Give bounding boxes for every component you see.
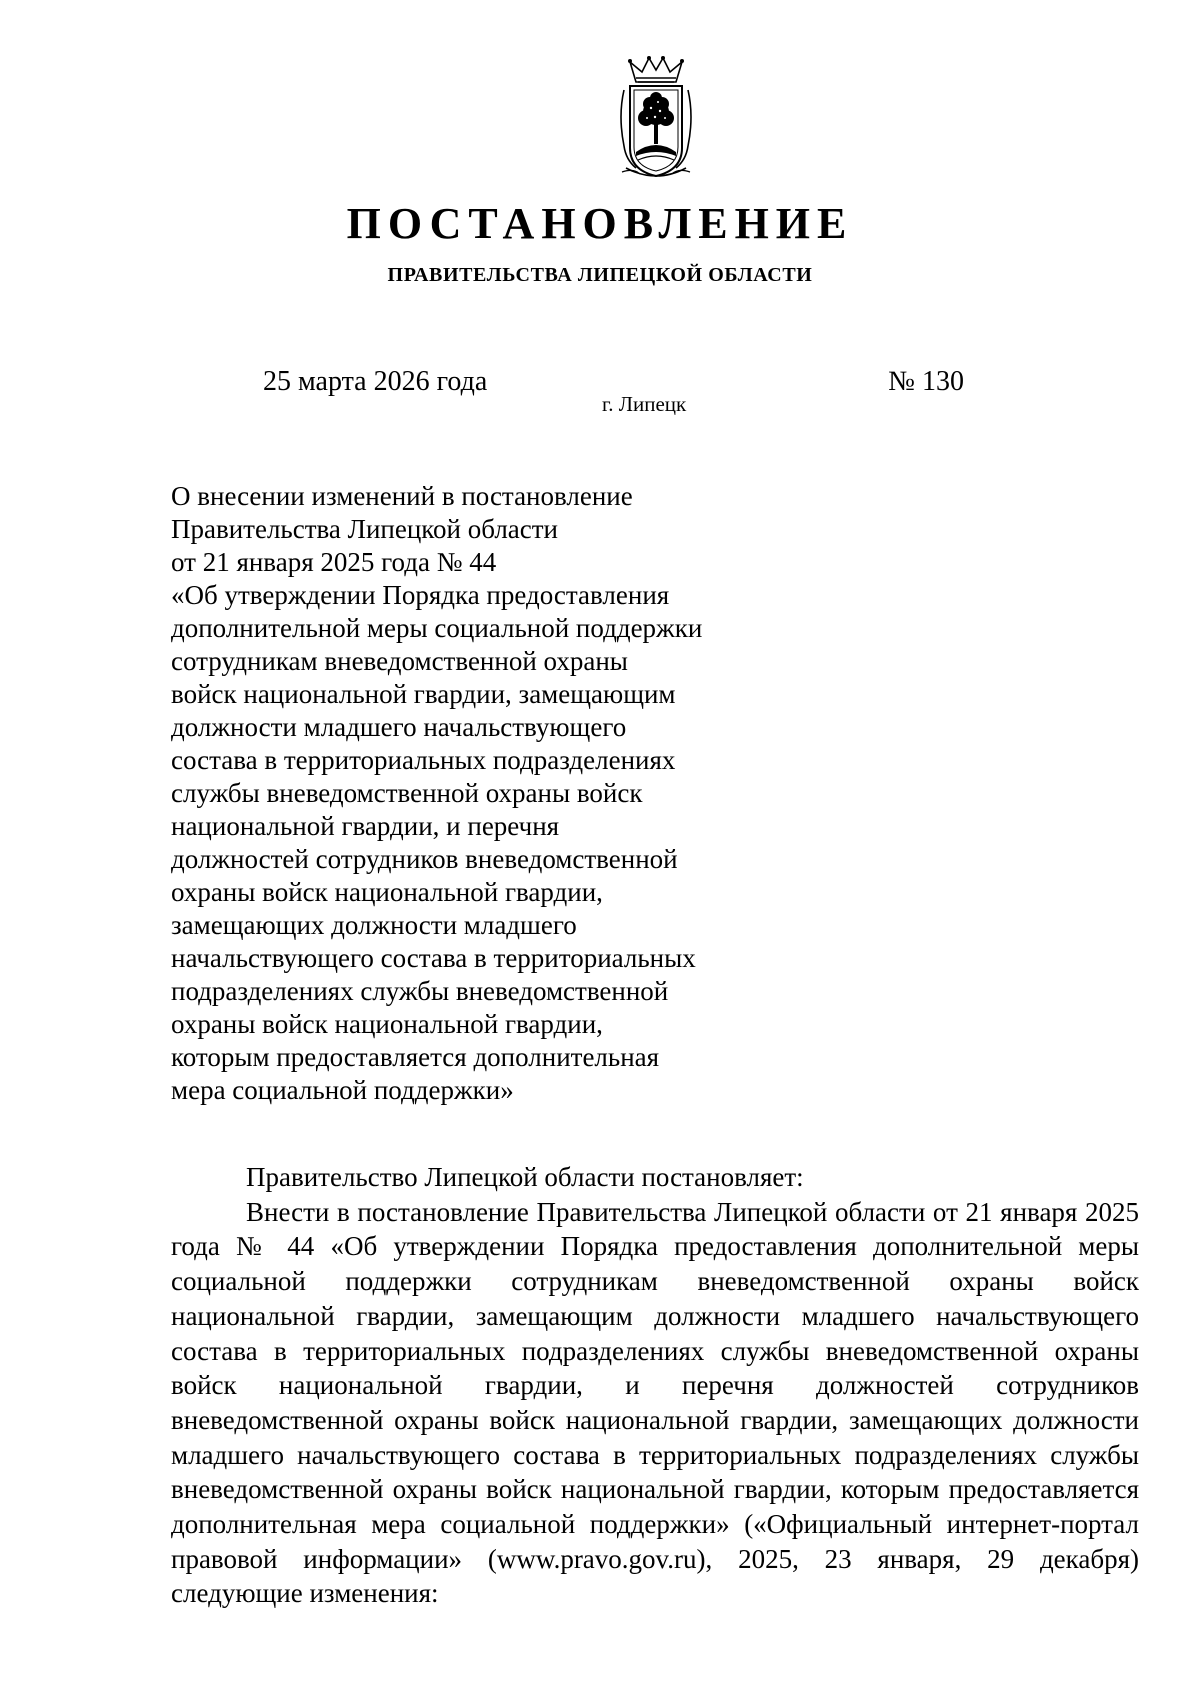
heading-line: состава в территориальных подразделениях	[171, 745, 676, 775]
body-intro-paragraph: Правительство Липецкой области постановляет:	[246, 1162, 804, 1192]
heading-line: должности младшего начальствующего	[171, 712, 627, 742]
heading-line: О внесении изменений в постановление	[171, 481, 633, 511]
heading-line: должностей сотрудников вневедомственной	[171, 844, 678, 874]
document-city: г. Липецк	[602, 392, 687, 416]
heading-line: от 21 января 2025 года № 44	[171, 547, 497, 577]
body-main-paragraph: Внести в постановление Правительства Липецкой области от 21 января 2025 года № 44 «Об утверждении Порядка предоставления дополнительной меры социальной поддержки сотрудникам вневедомственной охраны войск национальной гвардии, замещающим должности младшего начальствующего состава в территориальных подразделениях службы вневедомственной охраны войск национальной гвардии, и перечня должностей сотрудников вневедомственной охраны войск национальной гвардии, замещающих должности младшего начальствующего состава в территориальных подразделениях службы вневедомственной охраны войск национальной гвардии, которым предоставляется дополнительная мера социальной поддержки» («Официальный интернет-портал правовой информации» (www.pravo.gov.ru), 2025, 23 января, 29 декабря) следующие изменения:	[171, 1196, 1139, 1609]
heading-line: дополнительной меры социальной поддержки	[171, 613, 703, 643]
heading-line: национальной гвардии, и перечня	[171, 811, 560, 841]
document-title: ПОСТАНОВЛЕНИЕ	[346, 199, 854, 248]
heading-line: которым предоставляется дополнительная	[171, 1042, 660, 1072]
coat-of-arms-icon	[614, 56, 698, 184]
document-body	[171, 1160, 1139, 1611]
heading-line: замещающих должности младшего	[171, 910, 577, 940]
heading-line: Правительства Липецкой области	[171, 514, 559, 544]
heading-line: подразделениях службы вневедомственной	[171, 976, 669, 1006]
heading-line: начальствующего состава в территориальных	[171, 943, 696, 973]
document-number: № 130	[888, 366, 964, 397]
heading-line: войск национальной гвардии, замещающим	[171, 679, 676, 709]
heading-line: «Об утверждении Порядка предоставления	[171, 580, 670, 610]
document-heading	[171, 480, 791, 1107]
heading-line: охраны войск национальной гвардии,	[171, 877, 603, 907]
heading-line: сотрудникам вневедомственной охраны	[171, 646, 628, 676]
heading-line: мера социальной поддержки»	[171, 1075, 514, 1105]
document-subtitle: ПРАВИТЕЛЬСТВА ЛИПЕЦКОЙ ОБЛАСТИ	[387, 264, 813, 286]
heading-line: службы вневедомственной охраны войск	[171, 778, 643, 808]
document-date: 25 марта 2026 года	[263, 366, 488, 397]
heading-line: охраны войск национальной гвардии,	[171, 1009, 603, 1039]
